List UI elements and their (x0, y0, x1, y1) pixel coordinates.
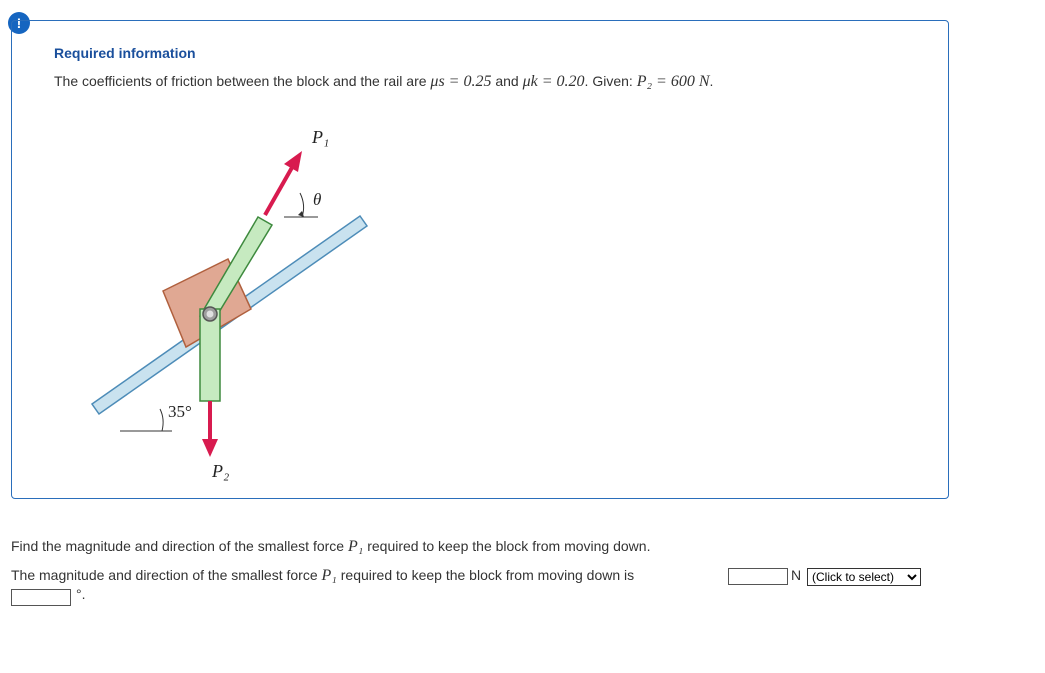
degree-suffix: °. (76, 586, 86, 602)
question-var: P₁ (347, 538, 364, 555)
p1-arrow-head (284, 151, 302, 172)
answer-suffix: required to keep the block from moving down is (340, 567, 635, 583)
info-title: Required information (54, 45, 196, 61)
label-p1: P₁ (312, 127, 330, 147)
answer-prefix: The magnitude and direction of the smallest force (11, 567, 318, 583)
question-prefix: Find the magnitude and direction of the smallest force (11, 538, 345, 554)
unit-label: N (791, 567, 802, 583)
mu-k-value: μk = 0.20 (522, 73, 585, 90)
label-theta: θ (313, 190, 322, 209)
magnitude-input[interactable] (728, 568, 788, 585)
alert-icon: ! (8, 12, 30, 34)
p2-arrow-head (202, 439, 218, 457)
mu-s-value: μs = 0.25 (430, 73, 492, 90)
info-end: . (709, 73, 714, 89)
label-angle: 35° (168, 402, 192, 421)
question-text (11, 538, 650, 556)
direction-select[interactable] (807, 568, 921, 586)
answer-text (11, 567, 634, 585)
question-suffix: required to keep the block from moving down. (367, 538, 651, 554)
pin-center (207, 311, 214, 318)
info-and: and (495, 73, 519, 89)
problem-figure (92, 119, 392, 481)
info-text (54, 73, 713, 91)
angle-arc-icon (160, 409, 163, 431)
p1-arrow-shaft (265, 164, 294, 215)
angle-input[interactable] (11, 589, 71, 606)
answer-var: P₁ (321, 567, 337, 584)
p2-given-value: P₂ = 600 N (636, 73, 710, 90)
info-given: . Given: (584, 73, 633, 89)
info-text-prefix: The coefficients of friction between the block and the rail are (54, 73, 427, 89)
label-p2: P₂ (212, 461, 230, 481)
required-information-panel (11, 20, 949, 499)
lower-link (200, 309, 220, 401)
